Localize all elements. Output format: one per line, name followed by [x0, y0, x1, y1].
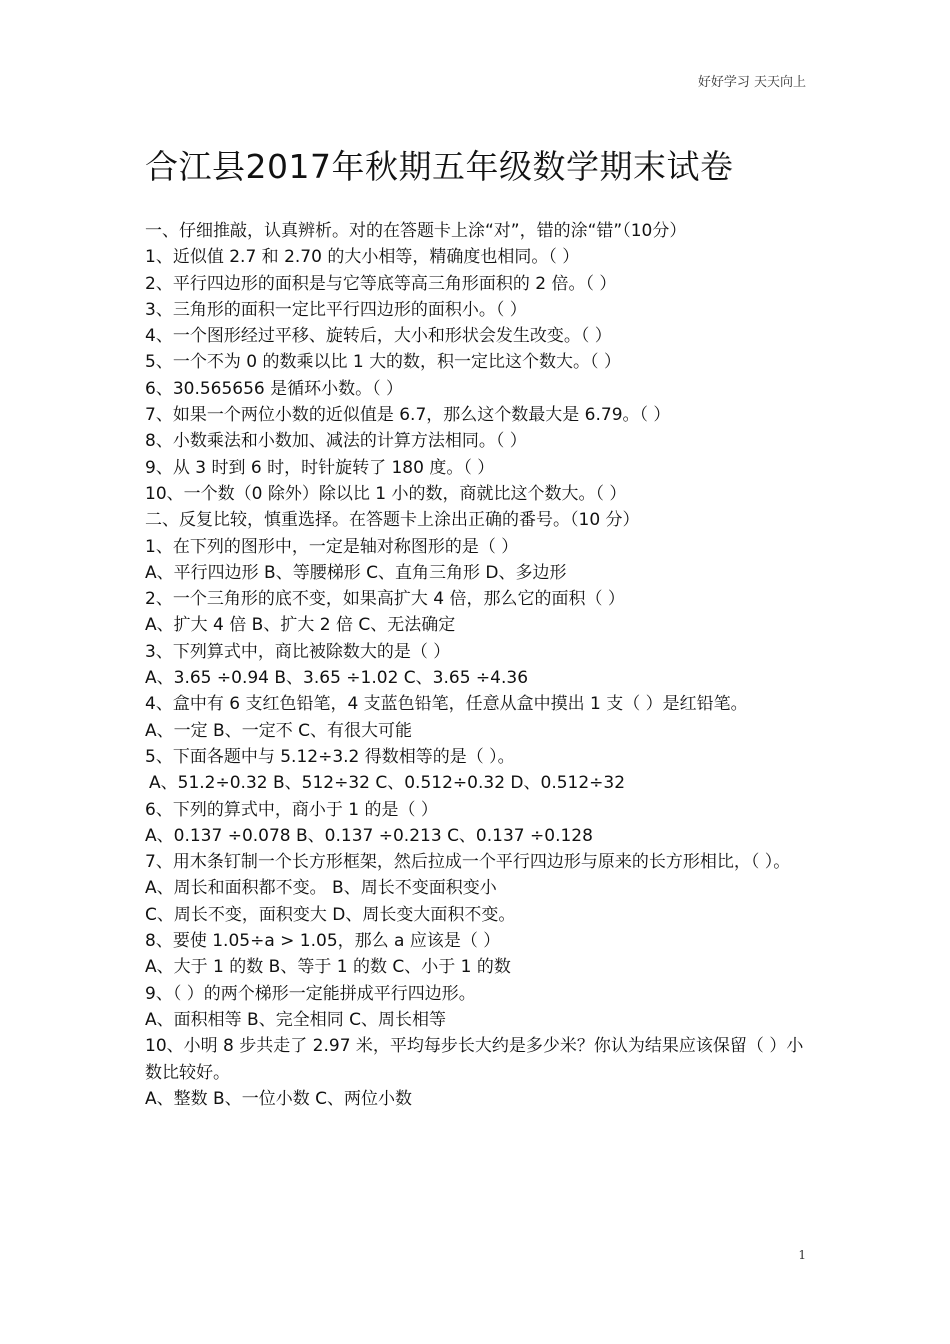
question-line: 2、一个三角形的底不变，如果高扩大 4 倍，那么它的面积（ ） [145, 589, 625, 610]
options-line: A、平行四边形 B、等腰梯形 C、直角三角形 D、多边形 [145, 562, 567, 583]
question-line: 7、如果一个两位小数的近似值是 6.7，那么这个数最大是 6.79。（ ） [145, 405, 671, 426]
question-line: 4、一个图形经过平移、旋转后，大小和形状会发生改变。（ ） [145, 326, 612, 347]
question-line: 6、30.565656 是循环小数。（ ） [145, 378, 404, 399]
question-line: 3、下列算式中，商比被除数大的是（ ） [145, 641, 451, 662]
options-line: A、整数 B、一位小数 C、两位小数 [145, 1088, 412, 1109]
question-line: 10、一个数（0 除外）除以比 1 小的数，商就比这个数大。（ ） [145, 483, 627, 504]
question-line: 5、下面各题中与 5.12÷3.2 得数相等的是（ ）。 [145, 746, 515, 767]
question-line: 10、小明 8 步共走了 2.97 米，平均每步长大约是多少米？你认为结果应该保留（ ）小数比较好。 [145, 1036, 804, 1083]
options-line: A、一定 B、一定不 C、有很大可能 [145, 720, 412, 741]
question-line: 8、小数乘法和小数加、减法的计算方法相同。（ ） [145, 431, 527, 452]
options-line: A、面积相等 B、完全相同 C、周长相等 [145, 1009, 446, 1030]
question-line: 2、平行四边形的面积是与它等底等高三角形面积的 2 倍。（ ） [145, 273, 617, 294]
section-1-heading: 一、仔细推敲，认真辨析。对的在答题卡上涂“对”，错的涂“错”（10分） [145, 221, 687, 241]
page-title: 合江县2017年秋期五年级数学期末试卷 [145, 147, 734, 186]
question-line: 7、用木条钉制一个长方形框架，然后拉成一个平行四边形与原来的长方形相比，（ ）。 [145, 852, 791, 873]
question-line: 9、从 3 时到 6 时，时针旋转了 180 度。（ ） [145, 457, 495, 478]
question-line: 5、一个不为 0 的数乘以比 1 大的数，积一定比这个数大。（ ） [145, 352, 621, 373]
options-line: A、扩大 4 倍 B、扩大 2 倍 C、无法确定 [145, 615, 456, 636]
exam-body [145, 218, 805, 1112]
page-number: 1 [798, 1248, 806, 1262]
question-line: 1、近似值 2.7 和 2.70 的大小相等，精确度也相同。（ ） [145, 247, 580, 268]
options-line: A、3.65 ÷0.94 B、3.65 ÷1.02 C、3.65 ÷4.36 [145, 668, 529, 689]
options-line: A、大于 1 的数 B、等于 1 的数 C、小于 1 的数 [145, 957, 511, 978]
header-motto: 好好学习 天天向上 [697, 75, 806, 90]
options-line: A、0.137 ÷0.078 B、0.137 ÷0.213 C、0.137 ÷0.128 [145, 825, 593, 846]
question-line: 9、（ ）的两个梯形一定能拼成平行四边形。 [145, 983, 476, 1004]
section-2-heading: 二、反复比较，慎重选择。在答题卡上涂出正确的番号。（10 分） [145, 510, 640, 531]
options-line: A、51.2÷0.32 B、512÷32 C、0.512÷0.32 D、0.512÷32 [149, 773, 626, 794]
question-line: 8、要使 1.05÷a > 1.05，那么 a 应该是（ ） [145, 931, 501, 952]
question-line: 1、在下列的图形中，一定是轴对称图形的是（ ） [145, 536, 519, 557]
question-line: 4、盒中有 6 支红色铅笔，4 支蓝色铅笔，任意从盒中摸出 1 支（ ）是红铅笔。 [145, 694, 748, 715]
question-line: 3、三角形的面积一定比平行四边形的面积小。（ ） [145, 299, 527, 320]
options-line: A、周长和面积都不变。 B、周长不变面积变小 [145, 878, 497, 899]
question-line: 6、下列的算式中，商小于 1 的是（ ） [145, 799, 438, 820]
options-line: C、周长不变，面积变大 D、周长变大面积不变。 [145, 904, 516, 925]
